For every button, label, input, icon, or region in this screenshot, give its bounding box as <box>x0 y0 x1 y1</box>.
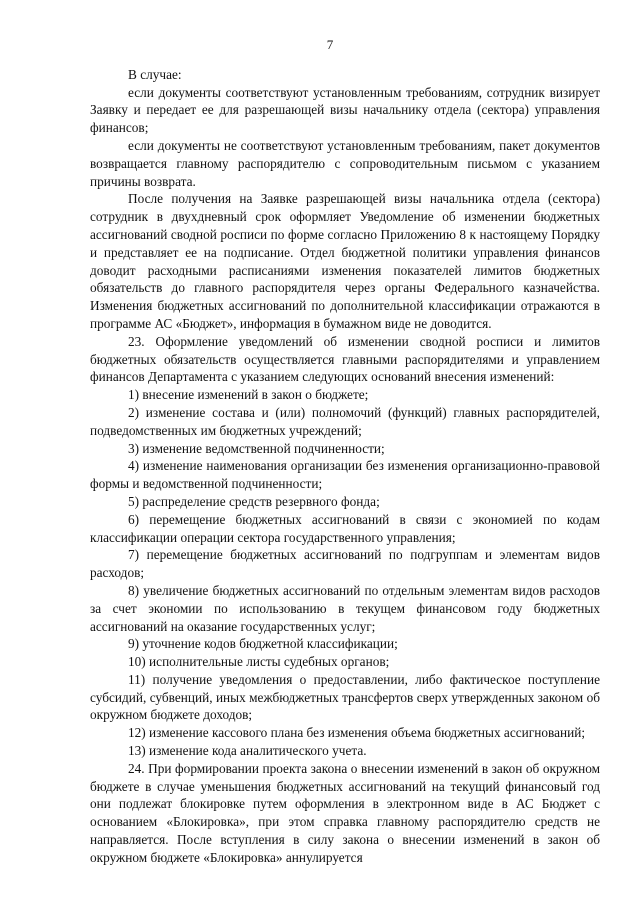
list-item-4: 4) изменение наименования организации без изменения организационно-правовой формы и ведомственной подчиненности; <box>90 458 600 492</box>
list-item-3: 3) изменение ведомственной подчиненности; <box>128 440 385 456</box>
list-item-10: 10) исполнительные листы судебных органов; <box>128 654 390 670</box>
list-item-6: 6) перемещение бюджетных ассигнований в связи с экономией по кодам классификации операции сектора государственного управления; <box>90 511 600 545</box>
list-item-8: 8) увеличение бюджетных ассигнований по отдельным элементам видов расходов за счет экономии по использованию в текущем финансовом году бюджетных ассигнований на оказание государственных услуг; <box>90 582 600 634</box>
list-item-1: 1) внесение изменений в закон о бюджете; <box>128 387 369 403</box>
paragraph-clause-23: 23. Оформление уведомлений об изменении сводной росписи и лимитов бюджетных обязательств осуществляется главными распорядителями и управлением финансов Департамента с указанием следующих оснований внесения изменений: <box>90 333 600 385</box>
list-item-9: 9) уточнение кодов бюджетной классификации; <box>128 636 398 652</box>
paragraph-docs-not-conform: если документы не соответствуют установленным требованиям, пакет документов возвращается главному распорядителю с сопроводительным письмом с указанием причины возврата. <box>90 137 600 189</box>
paragraph-after-approval: После получения на Заявке разрешающей визы начальника отдела (сектора) сотрудник в двухдневный срок оформляет Уведомление об изменении бюджетных ассигнований сводной росписи по форме согласно Приложению 8 к настоящему Порядку и представляет ее на подписание. Отдел бюджетной политики управления финансов доводит расходными расписаниями изменения показателей лимитов бюджетных обязательств до главного распорядителя через органы Федерального казначейства. Изменения бюджетных ассигнований по дополнительной классификации отражаются в программе АС «Бюджет», информация в бумажном виде не доводится. <box>90 191 600 331</box>
list-item-12: 12) изменение кассового плана без изменения объема бюджетных ассигнований; <box>128 725 586 741</box>
list-item-5: 5) распределение средств резервного фонда; <box>128 493 380 509</box>
list-item-13: 13) изменение кода аналитического учета. <box>128 743 367 759</box>
paragraph-clause-24: 24. При формировании проекта закона о внесении изменений в закон об окружном бюджете в случае уменьшения бюджетных ассигнований на текущий финансовый год они подлежат блокировке путем оформления в электронном виде в АС Бюджет с основанием «Блокировка», при этом справка главному распорядителю средств не направляется. После вступления в силу закона о внесении изменений в закон об окружном бюджете «Блокировка» аннулируется <box>90 760 600 865</box>
list-item-11: 11) получение уведомления о предоставлении, либо фактическое поступление субсидий, субвенций, иных межбюджетных трансфертов сверх утвержденных законом об окружном бюджете доходов; <box>90 671 600 723</box>
paragraph-in-case: В случае: <box>128 66 182 82</box>
list-item-2: 2) изменение состава и (или) полномочий (функций) главных распорядителей, подведомственных им бюджетных учреждений; <box>90 404 600 438</box>
page-number: 7 <box>326 37 334 52</box>
paragraph-docs-conform: если документы соответствуют установленным требованиям, сотрудник визирует Заявку и передает ее для разрешающей визы начальнику отдела (сектора) управления финансов; <box>90 84 600 136</box>
list-item-7: 7) перемещение бюджетных ассигнований по подгруппам и элементам видов расходов; <box>90 547 600 581</box>
